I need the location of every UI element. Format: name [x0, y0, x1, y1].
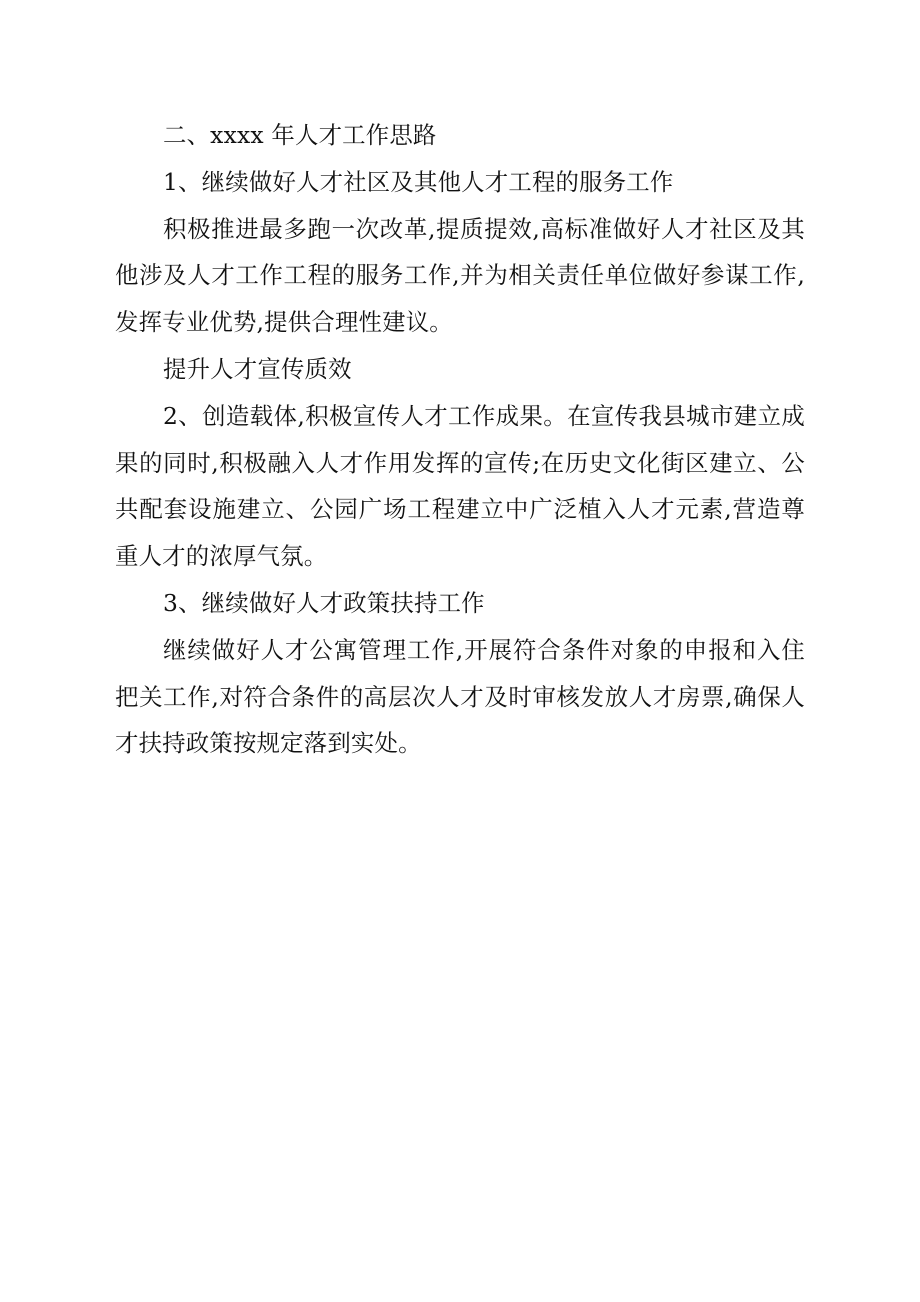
document-body: [115, 112, 805, 767]
section-heading: 二、xxxx 年人才工作思路: [163, 121, 437, 149]
item-2-body: 2、创造载体,积极宣传人才工作成果。在宣传我县城市建立成果的同时,积极融入人才作用发挥的宣传;在历史文化街区建立、公共配套设施建立、公园广场工程建立中广泛植入人才元素,营造尊重人才的浓厚气氛。: [115, 401, 805, 571]
item-1-heading: 1、继续做好人才社区及其他人才工程的服务工作: [163, 167, 674, 196]
item-3-body: 继续做好人才公寓管理工作,开展符合条件对象的申报和入住把关工作,对符合条件的高层次人才及时审核发放人才房票,确保人才扶持政策按规定落到实处。: [115, 635, 805, 758]
subheading-publicity: 提升人才宣传质效: [163, 354, 352, 383]
item-3-heading: 3、继续做好人才政策扶持工作: [163, 588, 485, 617]
item-1-body: 积极推进最多跑一次改革,提质提效,高标准做好人才社区及其他涉及人才工作工程的服务工作,并为相关责任单位做好参谋工作,发挥专业优势,提供合理性建议。: [115, 214, 805, 337]
